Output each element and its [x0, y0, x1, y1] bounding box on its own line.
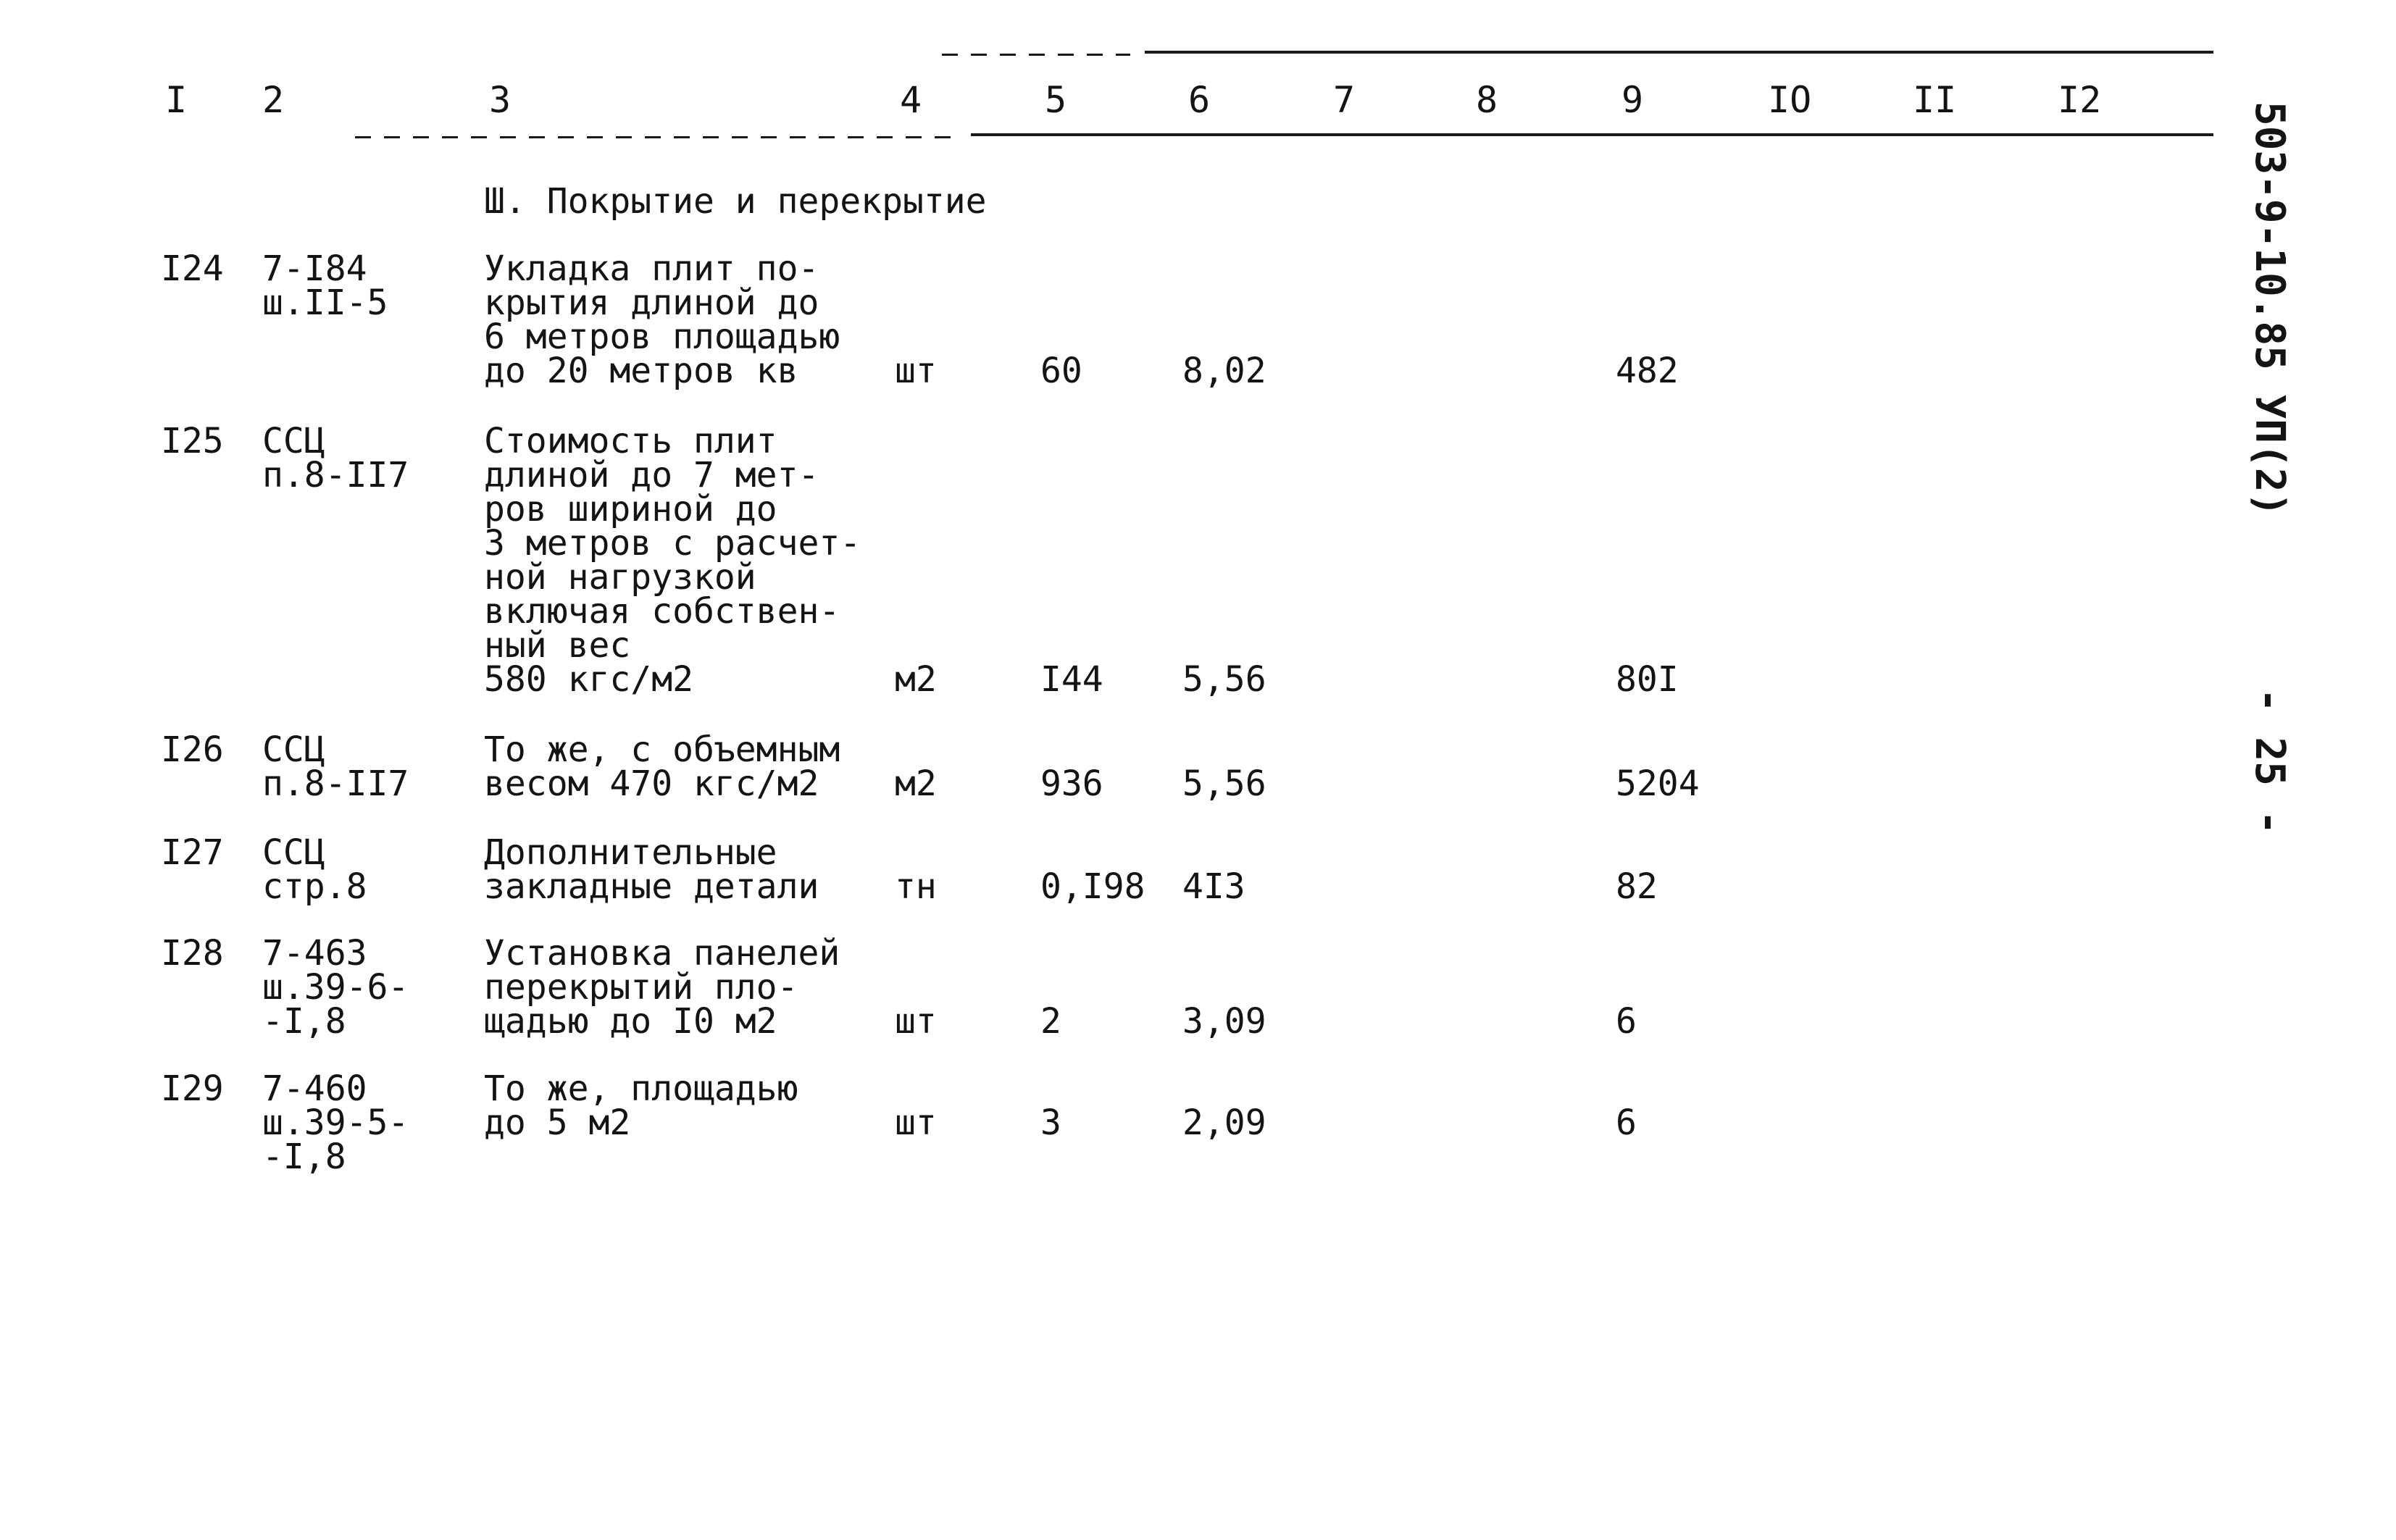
row-code: ССЦ п.8-II7	[262, 729, 409, 804]
row-total: 6	[1616, 1001, 1637, 1042]
row-unit: шт	[895, 351, 937, 391]
col-header-10: IO	[1768, 79, 1812, 121]
col-header-5: 5	[1045, 79, 1067, 121]
col-header-8: 8	[1476, 79, 1498, 121]
header-bottom-dashed-rule	[355, 136, 964, 138]
col-header-7: 7	[1333, 79, 1356, 121]
row-quantity: 3	[1040, 1102, 1061, 1143]
row-total: 482	[1616, 351, 1679, 391]
row-description: Установка панелей перекрытий пло- щадью до I0 м2	[484, 933, 840, 1042]
row-price: 8,02	[1182, 351, 1266, 391]
col-header-3: 3	[489, 79, 512, 121]
row-number: I24	[161, 248, 224, 289]
header-bottom-rule	[971, 133, 2213, 136]
row-quantity: I44	[1040, 659, 1103, 700]
row-total: 82	[1616, 866, 1658, 907]
row-quantity: 60	[1040, 351, 1082, 391]
col-header-6: 6	[1188, 79, 1211, 121]
row-total: 5204	[1616, 763, 1700, 804]
side-label	[2235, 101, 2293, 840]
row-price: 3,09	[1182, 1001, 1266, 1042]
header-top-rule	[1145, 51, 2213, 54]
document-code: 503-9-10.85 УП(2)	[2246, 101, 2293, 517]
row-code: ССЦ п.8-II7	[262, 421, 409, 495]
section-title: Ш. Покрытие и перекрытие	[484, 181, 987, 222]
row-unit: шт	[895, 1001, 937, 1042]
row-price: 4I3	[1182, 866, 1245, 907]
row-description: То же, с объемным весом 470 кгс/м2	[484, 729, 840, 804]
col-header-4: 4	[900, 79, 922, 121]
row-code: 7-463 ш.39-6- -I,8	[262, 933, 409, 1042]
row-code: 7-I84 ш.II-5	[262, 248, 388, 323]
row-code: 7-460 ш.39-5- -I,8	[262, 1068, 409, 1177]
row-quantity: 2	[1040, 1001, 1061, 1042]
row-code: ССЦ стр.8	[262, 832, 367, 907]
row-price: 5,56	[1182, 763, 1266, 804]
col-header-1: I	[165, 79, 188, 121]
col-header-2: 2	[262, 79, 285, 121]
row-description: Стоимость плит длиной до 7 мет- ров шириной до 3 метров с расчет- ной нагрузкой включая собствен- ный вес 580 кгс/м2	[484, 421, 861, 700]
page-number: - 25 -	[2246, 688, 2293, 835]
row-unit: м2	[895, 763, 937, 804]
header-top-dashed-rule	[942, 54, 1130, 56]
row-description: Укладка плит по- крытия длиной до 6 метров площадью до 20 метров кв	[484, 248, 840, 391]
row-number: I28	[161, 933, 224, 974]
row-unit: м2	[895, 659, 937, 700]
row-total: 80I	[1616, 659, 1679, 700]
row-number: I25	[161, 421, 224, 461]
row-unit: тн	[895, 866, 937, 907]
row-description: То же, площадью до 5 м2	[484, 1068, 798, 1143]
col-header-11: II	[1913, 79, 1957, 121]
row-number: I27	[161, 832, 224, 873]
col-header-12: I2	[2058, 79, 2102, 121]
row-number: I26	[161, 729, 224, 770]
row-description: Дополнительные закладные детали	[484, 832, 819, 907]
row-unit: шт	[895, 1102, 937, 1143]
row-quantity: 0,I98	[1040, 866, 1145, 907]
row-total: 6	[1616, 1102, 1637, 1143]
row-number: I29	[161, 1068, 224, 1109]
row-price: 5,56	[1182, 659, 1266, 700]
col-header-9: 9	[1621, 79, 1644, 121]
row-price: 2,09	[1182, 1102, 1266, 1143]
row-quantity: 936	[1040, 763, 1103, 804]
